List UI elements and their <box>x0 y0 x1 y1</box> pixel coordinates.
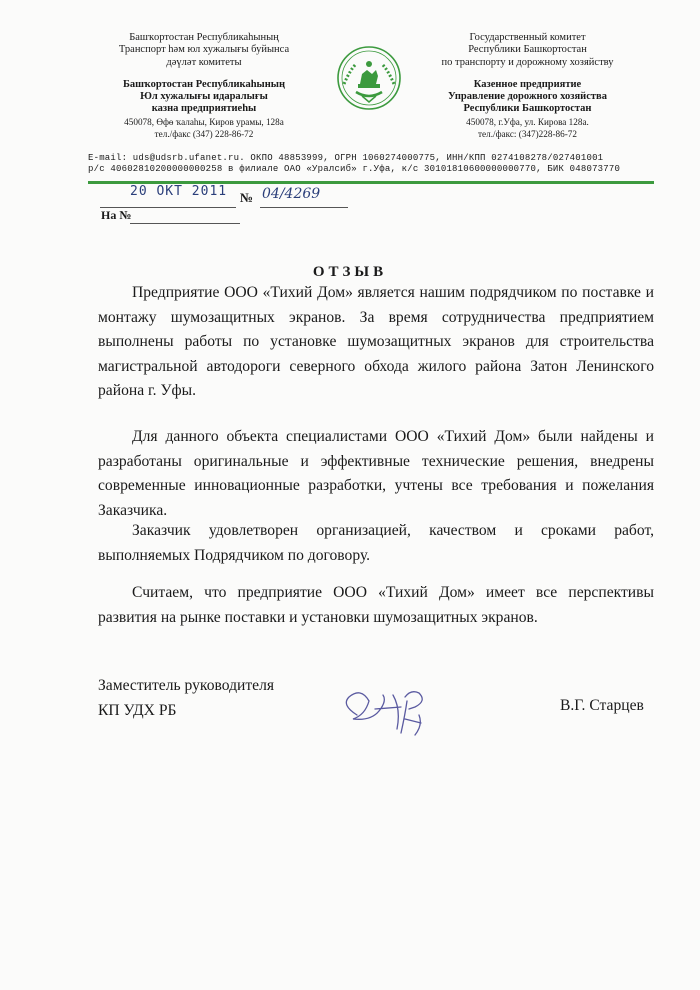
letter-title: ОТЗЫВ <box>312 264 388 280</box>
paragraph-3 <box>98 519 654 568</box>
requisites-block <box>88 153 648 175</box>
header-right-org2: Управление дорожного хозяйства <box>448 91 607 103</box>
header-right-address: 450078, г.Уфа, ул. Кирова 128а. <box>466 116 589 127</box>
paragraph-4-text: Считаем, что предприятие ООО «Тихий Дом» имеет все перспективы развития на рынке поставки и установки шумозащитных экранов. <box>98 584 654 626</box>
reference-underline <box>130 223 240 224</box>
number-underline <box>260 207 348 208</box>
paragraph-2 <box>98 425 654 523</box>
header-left-block <box>88 32 320 140</box>
signatory-position-line1: Заместитель руководителя <box>98 677 275 694</box>
header-left-line3: дәүләт комитеты <box>166 56 242 68</box>
header-left-org1: Башҡортостан Республикаһының <box>122 78 286 90</box>
header-right-block <box>420 32 635 140</box>
header-left-org3: казна предприятиеһы <box>151 103 257 115</box>
header-left-address: 450078, Өфө ҡалаһы, Киров урамы, 128а <box>124 116 284 127</box>
paragraph-2-text: Для данного объекта специалистами ООО «Тихий Дом» были найдены и разработаны оригинальные и эффективные технические решения, внедрены современные инновационные разработки, учтены все требования и пожелания Заказчика. <box>98 428 654 519</box>
header-left-org2: Юл хужалығы идаралығы <box>140 91 268 103</box>
paragraph-3-text: Заказчик удовлетворен организацией, качеством и сроками работ, выполняемых Подрядчиком по договору. <box>98 522 654 564</box>
header-left-line1: Башҡортостан Республикаһының <box>129 32 279 43</box>
handwritten-signature <box>335 675 455 745</box>
date-stamp: 20 ОКТ 2011 <box>130 184 228 199</box>
header-right-line2: Республики Башкортостан <box>468 44 587 56</box>
paragraph-4 <box>98 581 654 630</box>
reference-label: На № <box>101 208 132 222</box>
signatory-position-line2: КП УДХ РБ <box>98 702 177 719</box>
paragraph-1 <box>98 281 654 404</box>
signatory-name: В.Г. Старцев <box>560 697 644 714</box>
requisites-line1: E-mail: uds@udsrb.ufanet.ru. ОКПО 48853999, ОГРН 1060274000775, ИНН/КПП 0274108278/027401001 <box>88 153 604 163</box>
requisites-line2: р/с 40602810200000000258 в филиале ОАО «Уралсиб» г.Уфа, к/с 30101810600000000770, БИК 048073770 <box>88 164 621 174</box>
paragraph-1-text: Предприятие ООО «Тихий Дом» является нашим подрядчиком по поставке и монтажу шумозащитных экранов. За время сотрудничества предприятием выполнены работы по установке шумозащитных экранов для строительства магистральной автодороги северного обхода жилого района Затон Ленинского района г. Уфы. <box>98 284 654 400</box>
header-right-phone: тел./факс: (347)228-86-72 <box>478 129 577 140</box>
header-left-phone: тел./факс (347) 228-86-72 <box>154 129 254 140</box>
header-left-line2: Транспорт һәм юл хужалығы буйынса <box>118 44 290 56</box>
header-right-line3: по транспорту и дорожному хозяйству <box>441 56 614 68</box>
header-right-line1: Государственный комитет <box>469 32 586 43</box>
outgoing-number: 04/4269 <box>262 186 321 202</box>
number-sign: № <box>240 190 254 205</box>
header-right-org3: Республики Башкортостан <box>463 103 592 115</box>
signatory-position <box>98 673 274 723</box>
header-right-org1: Казенное предприятие <box>473 78 582 90</box>
coat-of-arms-icon <box>336 44 402 112</box>
